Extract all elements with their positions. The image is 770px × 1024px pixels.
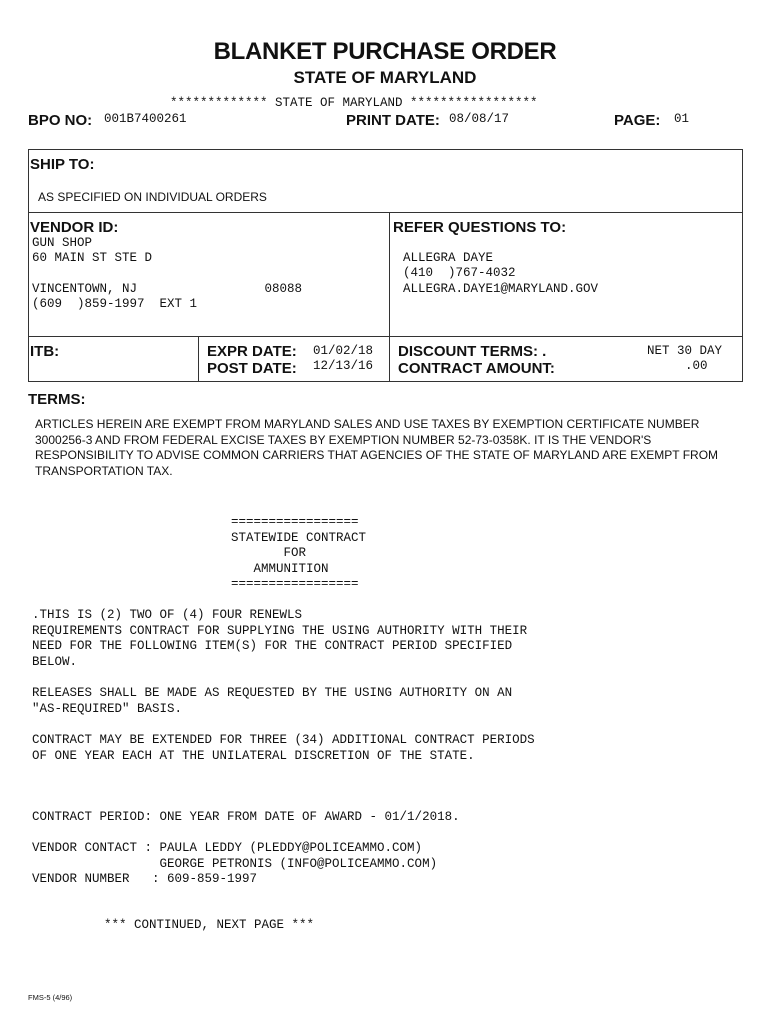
expr-date-value: 01/02/18 [313,344,374,358]
contract-heading: ================= STATEWIDE CONTRACT FOR AMMUNITION ================= [231,515,367,591]
divider-vendor-refer [389,212,390,382]
divider-ship-vendor [28,212,743,213]
post-date-label: POST DATE: [207,360,297,377]
document-title: BLANKET PURCHASE ORDER [213,38,557,65]
continued-notice: *** CONTINUED, NEXT PAGE *** [104,918,315,932]
form-id: FMS-5 (4/96) [28,993,73,1002]
ship-to-value: AS SPECIFIED ON INDIVIDUAL ORDERS [38,190,267,204]
bpo-number: 001B7400261 [104,112,187,126]
contract-amount-value: .00 [685,359,708,373]
page-number: 01 [674,112,690,126]
contract-amount-label: CONTRACT AMOUNT: [398,360,555,377]
document-subtitle: STATE OF MARYLAND [293,68,477,87]
page-label: PAGE: [614,112,661,129]
print-date-label: PRINT DATE: [346,112,440,129]
refer-name: ALLEGRA DAYE [403,251,494,265]
vendor-line-1: GUN SHOP [32,236,93,250]
renewal-paragraph: .THIS IS (2) TWO OF (4) FOUR RENEWLS REQUIREMENTS CONTRACT FOR SUPPLYING THE USING AUTHORITY WITH THEIR NEED FOR THE FOLLOWING ITEM(S) FOR THE CONTRACT PERIOD SPECIFIED BELOW. [32,608,528,669]
vendor-id-label: VENDOR ID: [30,219,119,236]
refer-phone: (410 )767-4032 [403,266,516,280]
print-date-value: 08/08/17 [449,112,510,126]
discount-terms-value: NET 30 DAY [647,344,723,358]
bpo-label: BPO NO: [28,112,93,129]
state-banner: ************* STATE OF MARYLAND ***************** [170,96,538,110]
ship-to-label: SHIP TO: [30,156,95,173]
terms-label: TERMS: [28,391,86,408]
terms-text: ARTICLES HEREIN ARE EXEMPT FROM MARYLAND SALES AND USE TAXES BY EXEMPTION CERTIFICATE NUMBER 3000256-3 AND FROM FEDERAL EXCISE TAXES BY EXEMPTION NUMBER 52-73-0358K. IT IS THE VENDOR'S RESPONSIBILITY TO ADVISE COMMON CARRIERS THAT AGENCIES OF THE STATE OF MARYLAND ARE EXEMPT FROM TRANSPORTATION TAX. [35,417,719,478]
vendor-line-4: VINCENTOWN, NJ 08088 [32,282,303,296]
refer-email: ALLEGRA.DAYE1@MARYLAND.GOV [403,282,599,296]
vendor-line-5: (609 )859-1997 EXT 1 [32,297,198,311]
discount-terms-label: DISCOUNT TERMS: . [398,343,547,360]
vendor-contact: VENDOR CONTACT : PAULA LEDDY (PLEDDY@POLICEAMMO.COM) GEORGE PETRONIS (INFO@POLICEAMMO.COM) [32,841,438,871]
vendor-number: VENDOR NUMBER : 609-859-1997 [32,872,258,886]
contract-period: CONTRACT PERIOD: ONE YEAR FROM DATE OF AWARD - 01/1/2018. [32,810,460,824]
refer-questions-label: REFER QUESTIONS TO: [393,219,567,236]
expr-date-label: EXPR DATE: [207,343,297,360]
extension-paragraph: CONTRACT MAY BE EXTENDED FOR THREE (34) ADDITIONAL CONTRACT PERIODS OF ONE YEAR EACH AT THE UNILATERAL DISCRETION OF THE STATE. [32,733,535,763]
releases-paragraph: RELEASES SHALL BE MADE AS REQUESTED BY THE USING AUTHORITY ON AN "AS-REQUIRED" BASIS. [32,686,513,716]
vendor-line-2: 60 MAIN ST STE D [32,251,153,265]
divider-vendor-itb [28,336,743,337]
itb-label: ITB: [30,343,60,360]
divider-itb-dates [198,336,199,382]
post-date-value: 12/13/16 [313,359,374,373]
